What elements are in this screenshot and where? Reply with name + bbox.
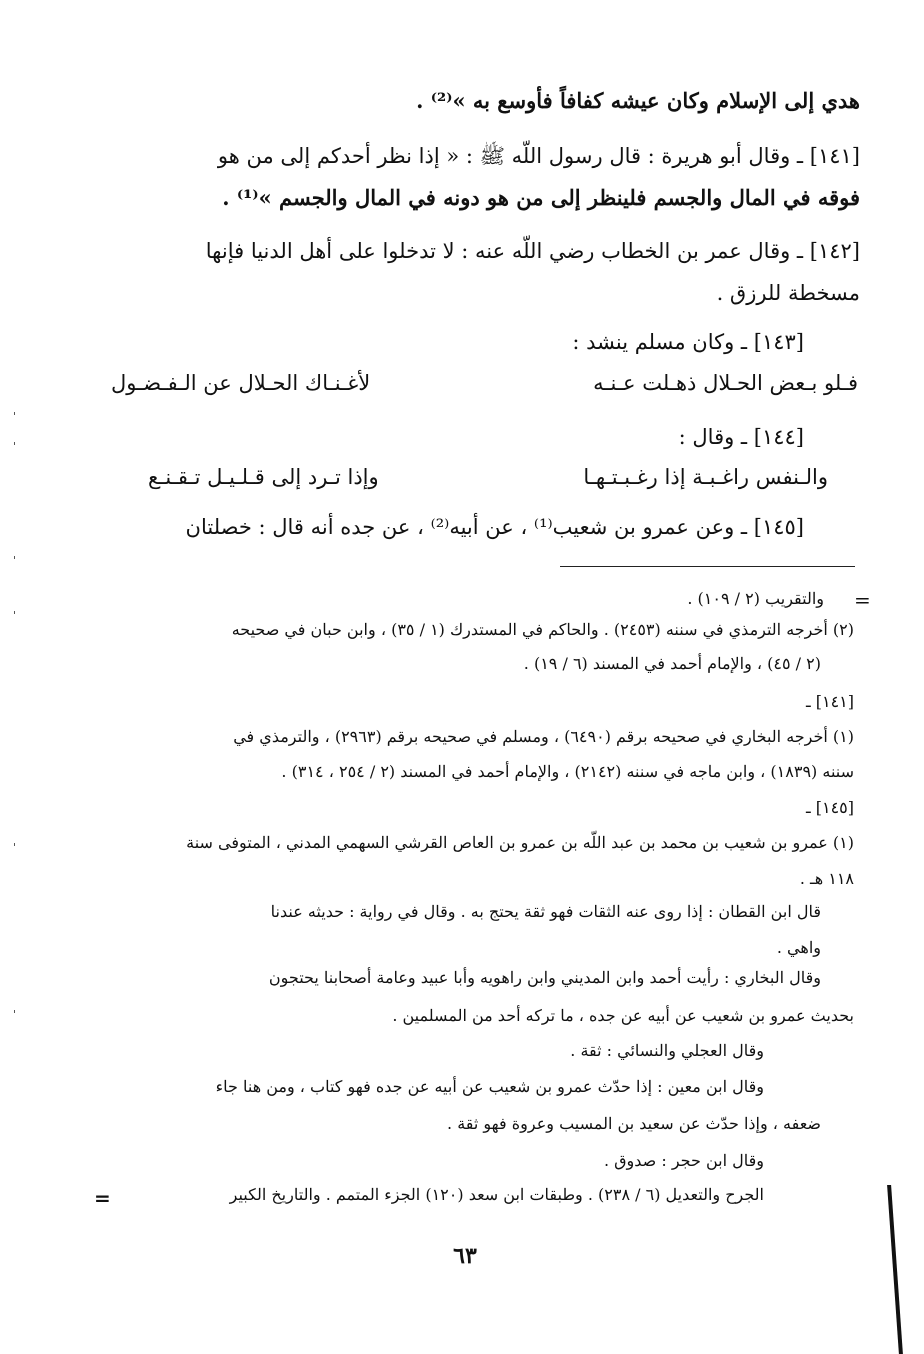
verse-144-second-hemistich: وإذا تـرد إلى قـلـيـل تـقـنـع — [148, 465, 379, 489]
continuation-mark-bottom: = — [94, 1186, 111, 1210]
footnote-separator — [560, 566, 855, 567]
quote-bukhari-line-2: بحديث عمرو بن شعيب عن أبيه عن جده ، ما تركه أحد من المسلمين . — [392, 1006, 854, 1025]
scan-speck — [14, 556, 15, 559]
footnote-references-line: الجرح والتعديل (٦ / ٢٣٨) . وطبقات ابن سعد (١٢٠) الجزء المتمم . والتاريخ الكبير — [229, 1185, 764, 1204]
footnote-heading-141: [١٤١] ـ — [805, 692, 854, 711]
report-142-line-2: مسخطة للرزق . — [716, 281, 860, 305]
verse-143-first-hemistich: فـلو بـعض الحـلال ذهـلت عـنـه — [593, 371, 858, 395]
hadith-141-line-2: فوقه في المال والجسم فلينظر إلى من هو دونه في المال والجسم »⁽¹⁾ . — [222, 185, 860, 210]
footnote-141-line-2: سننه (١٨٣٩) ، وابن ماجه في سننه (٢١٤٢) ، والإمام أحمد في المسند (٢ / ٢٥٤ ، ٣١٤) . — [281, 762, 854, 781]
quote-bukhari-line-1: وقال البخاري : رأيت أحمد وابن المديني وابن راهويه وأبا عبيد وعامة أصحابنا يحتجون — [268, 968, 821, 987]
scan-speck — [14, 412, 15, 415]
report-144-intro: [١٤٤] ـ وقال : — [678, 425, 804, 449]
scan-speck — [14, 442, 15, 445]
scan-speck — [14, 843, 15, 846]
footnote-141-line-1: (١) أخرجه البخاري في صحيحه برقم (٦٤٩٠) ، ومسلم في صحيحه برقم (٢٩٦٣) ، والترمذي في — [233, 727, 854, 746]
quote-ijli-nasai: وقال العجلي والنسائي : ثقة . — [570, 1041, 764, 1060]
hadith-141-line-1: [١٤١] ـ وقال أبو هريرة : قال رسول اللّه ﷺ : « إذا نظر أحدكم إلى من هو — [217, 144, 860, 168]
footnote-heading-145: [١٤٥] ـ — [805, 798, 854, 817]
footnote-145-line-2: ١١٨ هـ . — [799, 869, 854, 888]
quote-ibn-hajar: وقال ابن حجر : صدوق . — [603, 1151, 764, 1170]
quote-ibn-qattan-line-1: قال ابن القطان : إذا روى عنه الثقات فهو ثقة يحتج به . وقال في رواية : حديثه عندنا — [270, 902, 821, 921]
footnote-continued: والتقريب (٢ / ١٠٩) . — [687, 589, 824, 608]
quote-ibn-qattan-line-2: واهي . — [776, 938, 821, 957]
report-143-intro: [١٤٣] ـ وكان مسلم ينشد : — [572, 330, 804, 354]
footnote-2-line-2: (٢ / ٤٥) ، والإمام أحمد في المسند (٦ / ١٩) . — [523, 654, 821, 673]
quote-ibn-main-line-2: ضعفه ، وإذا حدّث عن سعيد بن المسيب وعروة فهو ثقة . — [447, 1114, 821, 1133]
page-edge-line — [887, 1185, 903, 1354]
report-145-line-1: [١٤٥] ـ وعن عمرو بن شعيب⁽¹⁾ ، عن أبيه⁽²⁾ ، عن جده أنه قال : خصلتان — [185, 515, 804, 539]
footnote-2-line-1: (٢) أخرجه الترمذي في سننه (٢٤٥٣) . والحاكم في المستدرك (١ / ٣٥) ، وابن حبان في صحيحه — [231, 620, 854, 639]
page-number: ٦٣ — [453, 1243, 477, 1269]
scan-speck — [14, 1010, 15, 1013]
verse-143-second-hemistich: لأغـنـاك الحـلال عن الـفـضـول — [111, 371, 371, 395]
continuation-mark: = — [854, 588, 871, 612]
verse-144-first-hemistich: والـنفس راغـبـة إذا رغـبـتـهـا — [583, 465, 828, 489]
footnote-145-line-1: (١) عمرو بن شعيب بن محمد بن عبد اللّه بن عمرو بن العاص القرشي السهمي المدني ، المتوفى سنة — [186, 833, 854, 852]
quote-ibn-main-line-1: وقال ابن معين : إذا حدّث عمرو بن شعيب عن أبيه عن جده فهو كتاب ، ومن هنا جاء — [215, 1077, 764, 1096]
report-142-line-1: [١٤٢] ـ وقال عمر بن الخطاب رضي اللّه عنه : لا تدخلوا على أهل الدنيا فإنها — [205, 239, 860, 263]
scan-speck — [14, 611, 15, 614]
main-line-1: هدي إلى الإسلام وكان عيشه كفافاً فأوسع به »⁽²⁾ . — [416, 88, 860, 113]
